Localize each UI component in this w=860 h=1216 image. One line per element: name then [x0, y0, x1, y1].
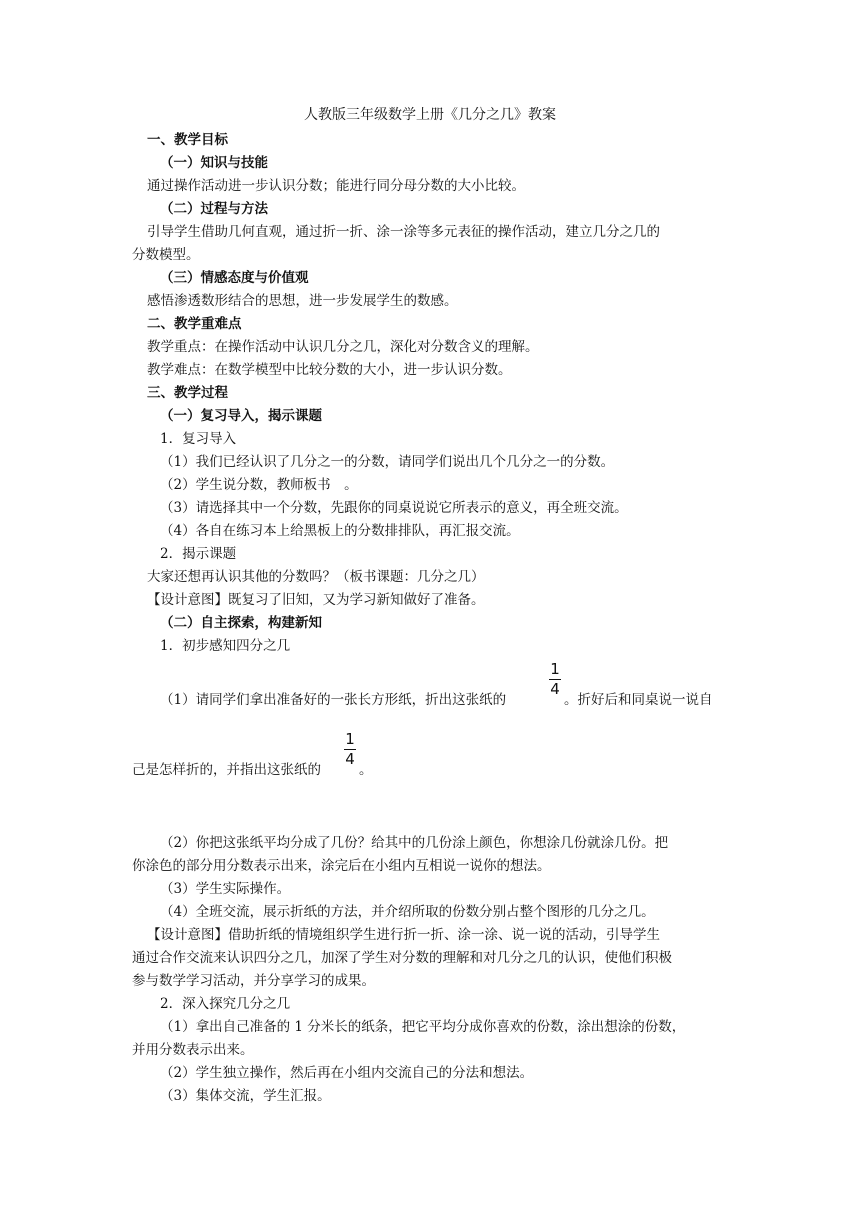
subheading-emotion-values: （三）情感态度与价值观 — [160, 270, 309, 286]
paragraph-line: （3）学生实际操作。 — [160, 881, 291, 897]
subheading-process-method: （二）过程与方法 — [160, 201, 268, 217]
paragraph-line: 【设计意图】借助折纸的情境组织学生进行折一折、涂一涂、说一说的活动，引导学生 — [147, 927, 660, 943]
paragraph-line: 教学难点：在数学模型中比较分数的大小，进一步认识分数。 — [147, 362, 512, 378]
paragraph-line: （3）集体交流，学生汇报。 — [160, 1088, 331, 1104]
subheading-explore: （二）自主探索，构建新知 — [160, 615, 322, 631]
paragraph-line: 1．复习导入 — [160, 431, 237, 447]
paragraph-line: 你涂色的部分用分数表示出来，涂完后在小组内互相说一说你的想法。 — [132, 858, 551, 874]
paragraph-line: 2．揭示课题 — [160, 546, 237, 562]
subheading-review: （一）复习导入，揭示课题 — [160, 408, 322, 424]
paragraph-line: 1．初步感知四分之几 — [160, 638, 291, 654]
paragraph-line: 。折好后和同桌说一说自 — [564, 692, 713, 708]
paragraph-line: （2）学生独立操作，然后再在小组内交流自己的分法和想法。 — [160, 1065, 534, 1081]
fraction-denominator: 4 — [345, 750, 355, 768]
subheading-knowledge-skills: （一）知识与技能 — [160, 155, 268, 171]
heading-teaching-goals: 一、教学目标 — [147, 132, 228, 148]
paragraph-line: 。 — [359, 762, 373, 778]
paragraph-line: 大家还想再认识其他的分数吗？（板书课题：几分之几） — [147, 569, 485, 585]
fraction-one-quarter — [549, 661, 561, 698]
document-title: 人教版三年级数学上册《几分之几》教案 — [304, 107, 556, 123]
paragraph-line: 通过合作交流来认识四分之几，加深了学生对分数的理解和对几分之几的认识，使他们积极 — [132, 950, 672, 966]
paragraph-line: 己是怎样折的，并指出这张纸的 — [132, 762, 321, 778]
paragraph-line: 2．深入探究几分之几 — [160, 996, 291, 1012]
paragraph-line: 参与数学学习活动，并分享学习的成果。 — [132, 973, 375, 989]
paragraph-line: （4）各自在练习本上给黑板上的分数排排队，再汇报交流。 — [160, 523, 520, 539]
fraction-denominator: 4 — [550, 680, 560, 698]
paragraph-line: （2）你把这张纸平均分成了几份？给其中的几份涂上颜色，你想涂几份就涂几份。把 — [160, 835, 669, 851]
paragraph-line: 引导学生借助几何直观，通过折一折、涂一涂等多元表征的操作活动，建立几分之几的 — [147, 224, 660, 240]
heading-teaching-process: 三、教学过程 — [147, 385, 228, 401]
fraction-numerator: 1 — [550, 660, 560, 678]
paragraph-line: （3）请选择其中一个分数，先跟你的同桌说说它所表示的意义，再全班交流。 — [160, 500, 628, 516]
paragraph-line: （2）学生说分数，教师板书 。 — [160, 477, 358, 493]
paragraph-line: （1）我们已经认识了几分之一的分数，请同学们说出几个几分之一的分数。 — [160, 454, 615, 470]
fraction-one-quarter — [344, 731, 356, 768]
paragraph-line: 感悟渗透数形结合的思想，进一步发展学生的数感。 — [147, 293, 458, 309]
paragraph-line: 教学重点：在操作活动中认识几分之几，深化对分数含义的理解。 — [147, 339, 539, 355]
paragraph-line: （4）全班交流，展示折纸的方法，并介绍所取的份数分别占整个图形的几分之几。 — [160, 904, 655, 920]
fraction-numerator: 1 — [345, 730, 355, 748]
paragraph-line: 通过操作活动进一步认识分数；能进行同分母分数的大小比较。 — [147, 178, 525, 194]
paragraph-line: （1）请同学们拿出准备好的一张长方形纸，折出这张纸的 — [160, 692, 507, 708]
paragraph-line: （1）拿出自己准备的 1 分米长的纸条，把它平均分成你喜欢的份数，涂出想涂的份数， — [160, 1019, 686, 1035]
paragraph-line: 并用分数表示出来。 — [132, 1042, 254, 1058]
heading-key-points: 二、教学重难点 — [147, 316, 242, 332]
paragraph-line: 【设计意图】既复习了旧知，又为学习新知做好了准备。 — [147, 592, 485, 608]
paragraph-line: 分数模型。 — [132, 247, 200, 263]
